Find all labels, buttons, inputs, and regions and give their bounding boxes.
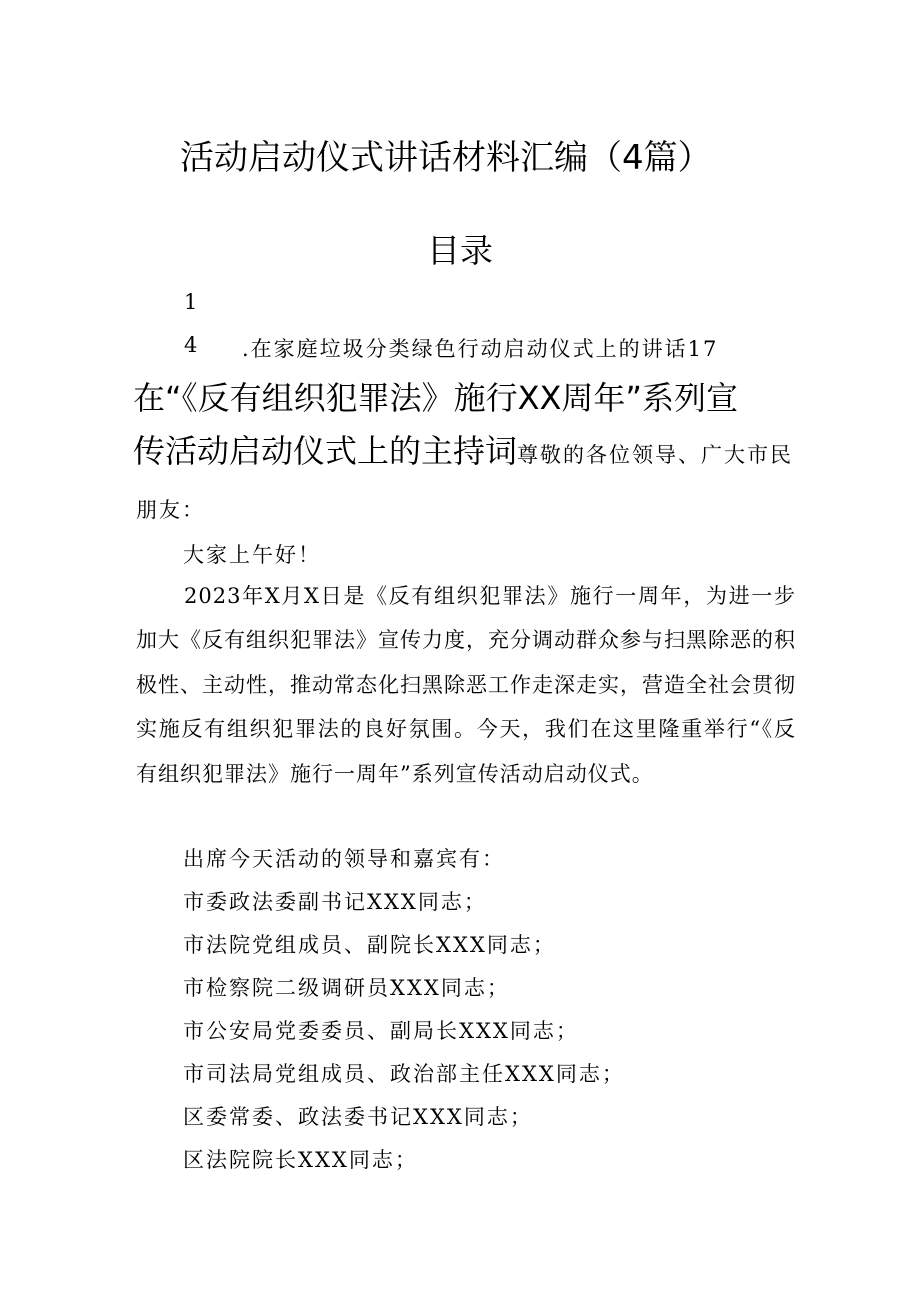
section-title-line1: 在“《反有组织犯罪法》施行XX周年”系列宣 [133, 379, 739, 417]
greeting: 大家上午好！ [183, 543, 321, 567]
attendee-item: 市法院党组成员、副院长XXX同志； [183, 933, 556, 957]
attendee-item: 区法院院长XXX同志； [183, 1148, 418, 1172]
toc-entry-number: 1 [184, 290, 200, 314]
attendee-item: 区委常委、政法委书记XXX同志； [183, 1105, 533, 1129]
toc-entry[interactable] [184, 290, 199, 314]
attendee-item: 市司法局党组成员、政治部主任XXX同志； [183, 1062, 625, 1086]
toc-entry-number: 4 [184, 333, 200, 357]
salutation: 尊敬的各位领导、广大市民 [517, 443, 794, 467]
attendees-intro: 出席今天活动的领导和嘉宾有： [183, 847, 505, 871]
section-title-line2-row [133, 426, 793, 472]
document-title: 活动启动仪式讲话材料汇编（4篇） [180, 138, 712, 178]
salutation-continued: 朋友： [136, 498, 205, 522]
section-title-line2: 传活动启动仪式上的主持词 [133, 432, 518, 470]
attendees-list [183, 838, 625, 1182]
attendee-item: 市公安局党委委员、副局长XXX同志； [183, 1019, 579, 1043]
intro-paragraph: 2023年X月X日是《反有组织犯罪法》施行一周年，为进一步加大《反有组织犯罪法》宣传力度，充分调动群众参与扫黑除恶的积极性、主动性，推动常态化扫黑除恶工作走深走实，营造全社会贯彻实施反有组织犯罪法的良好氛围。今天，我们在这里隆重举行“《反有组织犯罪法》施行一周年”系列宣传活动启动仪式。 [136, 584, 796, 786]
toc-heading: 目录 [427, 231, 493, 270]
attendee-item: 市检察院二级调研员XXX同志； [183, 976, 510, 1000]
attendee-item: 市委政法委副书记XXX同志； [183, 890, 487, 914]
toc-entry-text: .在家庭垃圾分类绿色行动启动仪式上的讲话17 [242, 337, 719, 361]
